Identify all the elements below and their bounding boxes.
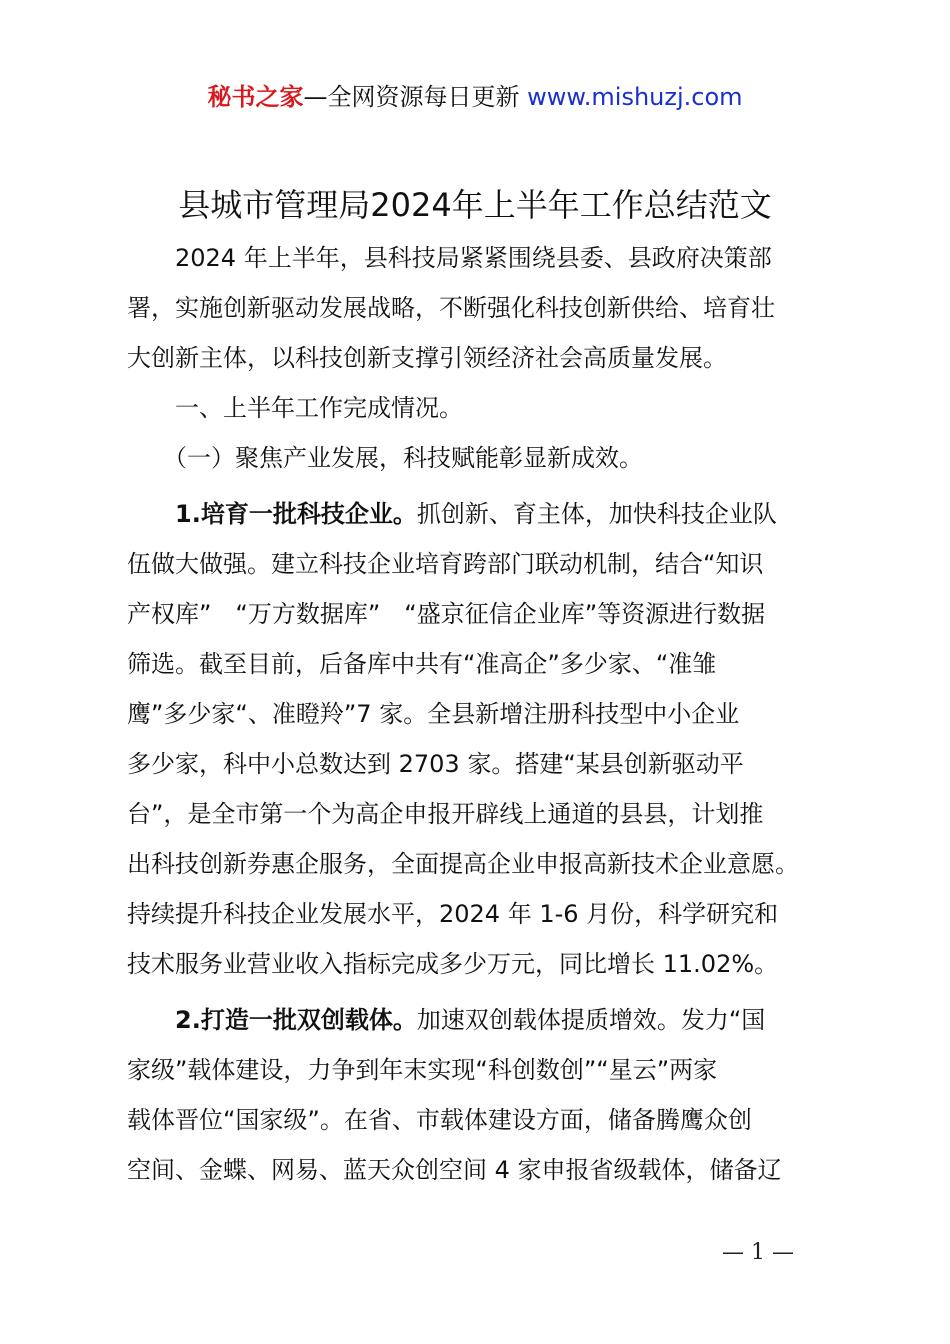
paragraph-line: 产权库” “万方数据库” “盛京征信企业库”等资源进行数据 bbox=[127, 600, 766, 628]
paragraph-line bbox=[127, 489, 847, 539]
section-heading: 一、上半年工作完成情况。 bbox=[127, 394, 463, 422]
paragraph-line: 大创新主体，以科技创新支撑引领经济社会高质量发展。 bbox=[127, 344, 727, 372]
paragraph-line: 持续提升科技企业发展水平，2024 年 1-6 月份，科学研究和 bbox=[127, 900, 779, 928]
item-heading-1: 1.培育一批科技企业。 bbox=[127, 500, 417, 528]
paragraph-line: 2024 年上半年，县科技局紧紧围绕县委、县政府决策部 bbox=[127, 244, 772, 272]
paragraph-line: 台”，是全市第一个为高企申报开辟线上通道的县县，计划推 bbox=[127, 800, 764, 828]
paragraph-line: 载体晋位“国家级”。在省、市载体建设方面，储备腾鹰众创 bbox=[127, 1106, 752, 1134]
paragraph-line: 伍做大做强。建立科技企业培育跨部门联动机制，结合“知识 bbox=[127, 550, 764, 578]
paragraph-line: 技术服务业营业收入指标完成多少万元，同比增长 11.02%。 bbox=[127, 950, 779, 978]
subsection-heading: （一）聚焦产业发展，科技赋能彰显新成效。 bbox=[127, 444, 643, 472]
paragraph-line: 鹰”多少家“、准瞪羚”7 家。全县新增注册科技型中小企业 bbox=[127, 700, 740, 728]
document-title: 县城市管理局2024年上半年工作总结范文 bbox=[178, 186, 772, 224]
item-text: 抓创新、育主体，加快科技企业队 bbox=[416, 500, 777, 528]
paragraph-line: 多少家，科中小总数达到 2703 家。搭建“某县创新驱动平 bbox=[127, 750, 744, 778]
page-number: — 1 — bbox=[722, 1240, 794, 1265]
paragraph-line bbox=[127, 995, 847, 1045]
paragraph-line: 家级”载体建设，力争到年末实现“科创数创”“星云”两家 bbox=[127, 1056, 718, 1084]
site-url-link[interactable]: www.mishuzj.com bbox=[527, 83, 743, 111]
site-brand: 秘书之家 bbox=[207, 83, 304, 111]
paragraph-line: 署，实施创新驱动发展战略，不断强化科技创新供给、培育壮 bbox=[127, 294, 775, 322]
paragraph-line: 空间、金蝶、网易、蓝天众创空间 4 家申报省级载体，储备辽 bbox=[127, 1156, 782, 1184]
document-body bbox=[127, 233, 847, 1195]
paragraph-line: 出科技创新券惠企服务，全面提高企业申报高新技术企业意愿。 bbox=[127, 850, 799, 878]
item-text: 加速双创载体提质增效。发力“国 bbox=[416, 1006, 766, 1034]
site-banner bbox=[0, 80, 950, 114]
paragraph-line: 筛选。截至目前，后备库中共有“准高企”多少家、“准雏 bbox=[127, 650, 717, 678]
site-slogan: —全网资源每日更新 bbox=[303, 83, 528, 111]
item-heading-2: 2.打造一批双创载体。 bbox=[127, 1006, 417, 1034]
